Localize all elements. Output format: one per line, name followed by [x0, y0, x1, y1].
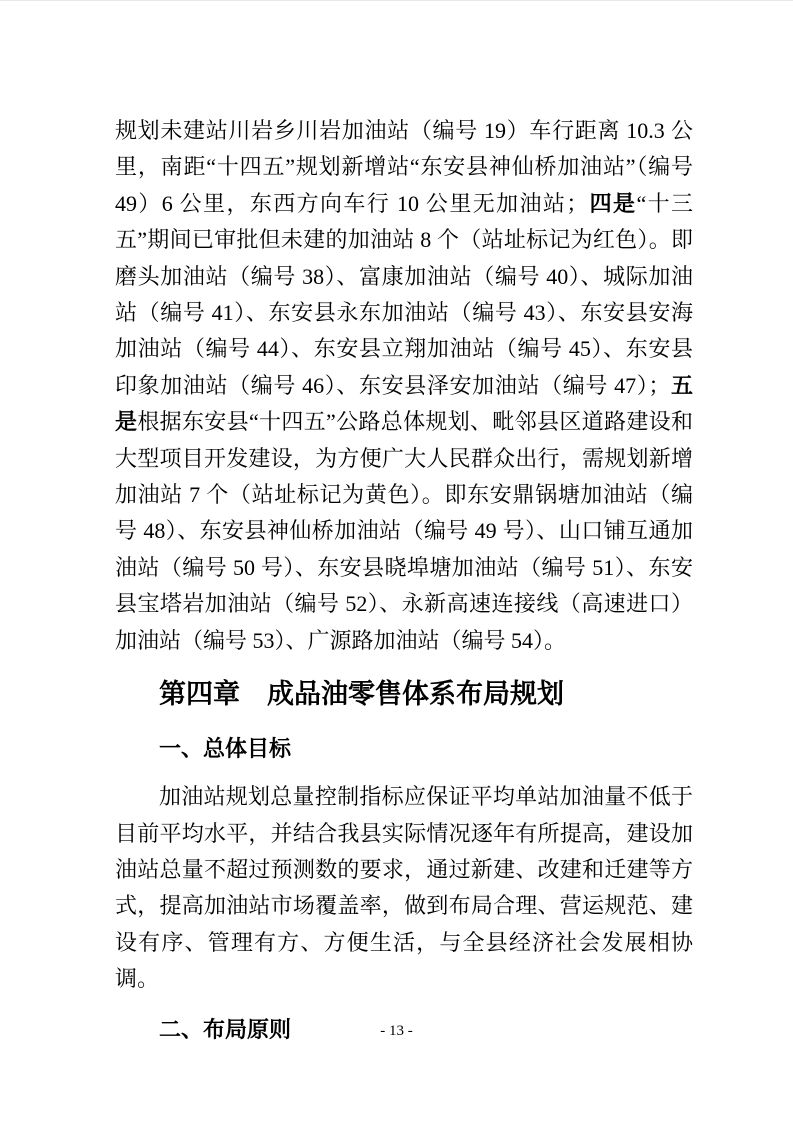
section-heading-layout-principles: 二、布局原则	[159, 1016, 292, 1042]
paragraph1-text-segment: 规划未建站川岩乡川岩加油站（编号 19）车行距离 10.3 公里，南距“十四五”规划新增站“东安县神仙桥加油站”（编号 49）6 公里，东西方向车行 10 公里无加油站；	[115, 118, 693, 216]
page-content	[115, 113, 693, 1045]
section-heading-overall-goal: 一、总体目标	[159, 736, 292, 762]
body-paragraph-2: 加油站规划总量控制指标应保证平均单站加油量不低于目前平均水平，并结合我县实际情况逐年有所提高，建设加油站总量不超过预测数的要求，通过新建、改建和迁建等方式，提高加油站市场覆盖率，做到布局合理、营运规范、建设有序、管理有方、方便生活，与全县经济社会发展相协调。	[115, 784, 693, 992]
paragraph1-bold-marker-fourth: 四是	[588, 190, 637, 216]
page-number: - 13 -	[380, 1023, 413, 1039]
paragraph1-text-segment: “十三五”期间已审批但未建的加油站 8 个（站址标记为红色）。即磨头加油站（编号 38）、富康加油站（编号 40）、城际加油站（编号 41）、东安县永东加油站（编号 43）、东安县安海加油站（编号 44）、东安县立翔加油站（编号 45）、东安县印象加油站（编号 46）、东安县泽安加油站（编号 47）；	[115, 190, 693, 398]
body-paragraph-1	[115, 113, 693, 659]
paragraph1-bold-marker-fifth: 五是	[115, 372, 693, 435]
chapter-heading: 第四章 成品油零售体系布局规划	[159, 679, 564, 710]
paragraph1-text-segment: 根据东安县“十四五”公路总体规划、毗邻县区道路建设和大型项目开发建设，为方便广大人民群众出行，需规划新增加油站 7 个（站址标记为黄色）。即东安鼎锅塘加油站（编号 48）、东安县神仙桥加油站（编号 49 号）、山口铺互通加油站（编号 50 号）、东安县晓埠塘加油站（编号 51）、东安县宝塔岩加油站（编号 52）、永新高速连接线（高速进口）加油站（编号 53）、广源路加油站（编号 54）。	[115, 409, 693, 653]
